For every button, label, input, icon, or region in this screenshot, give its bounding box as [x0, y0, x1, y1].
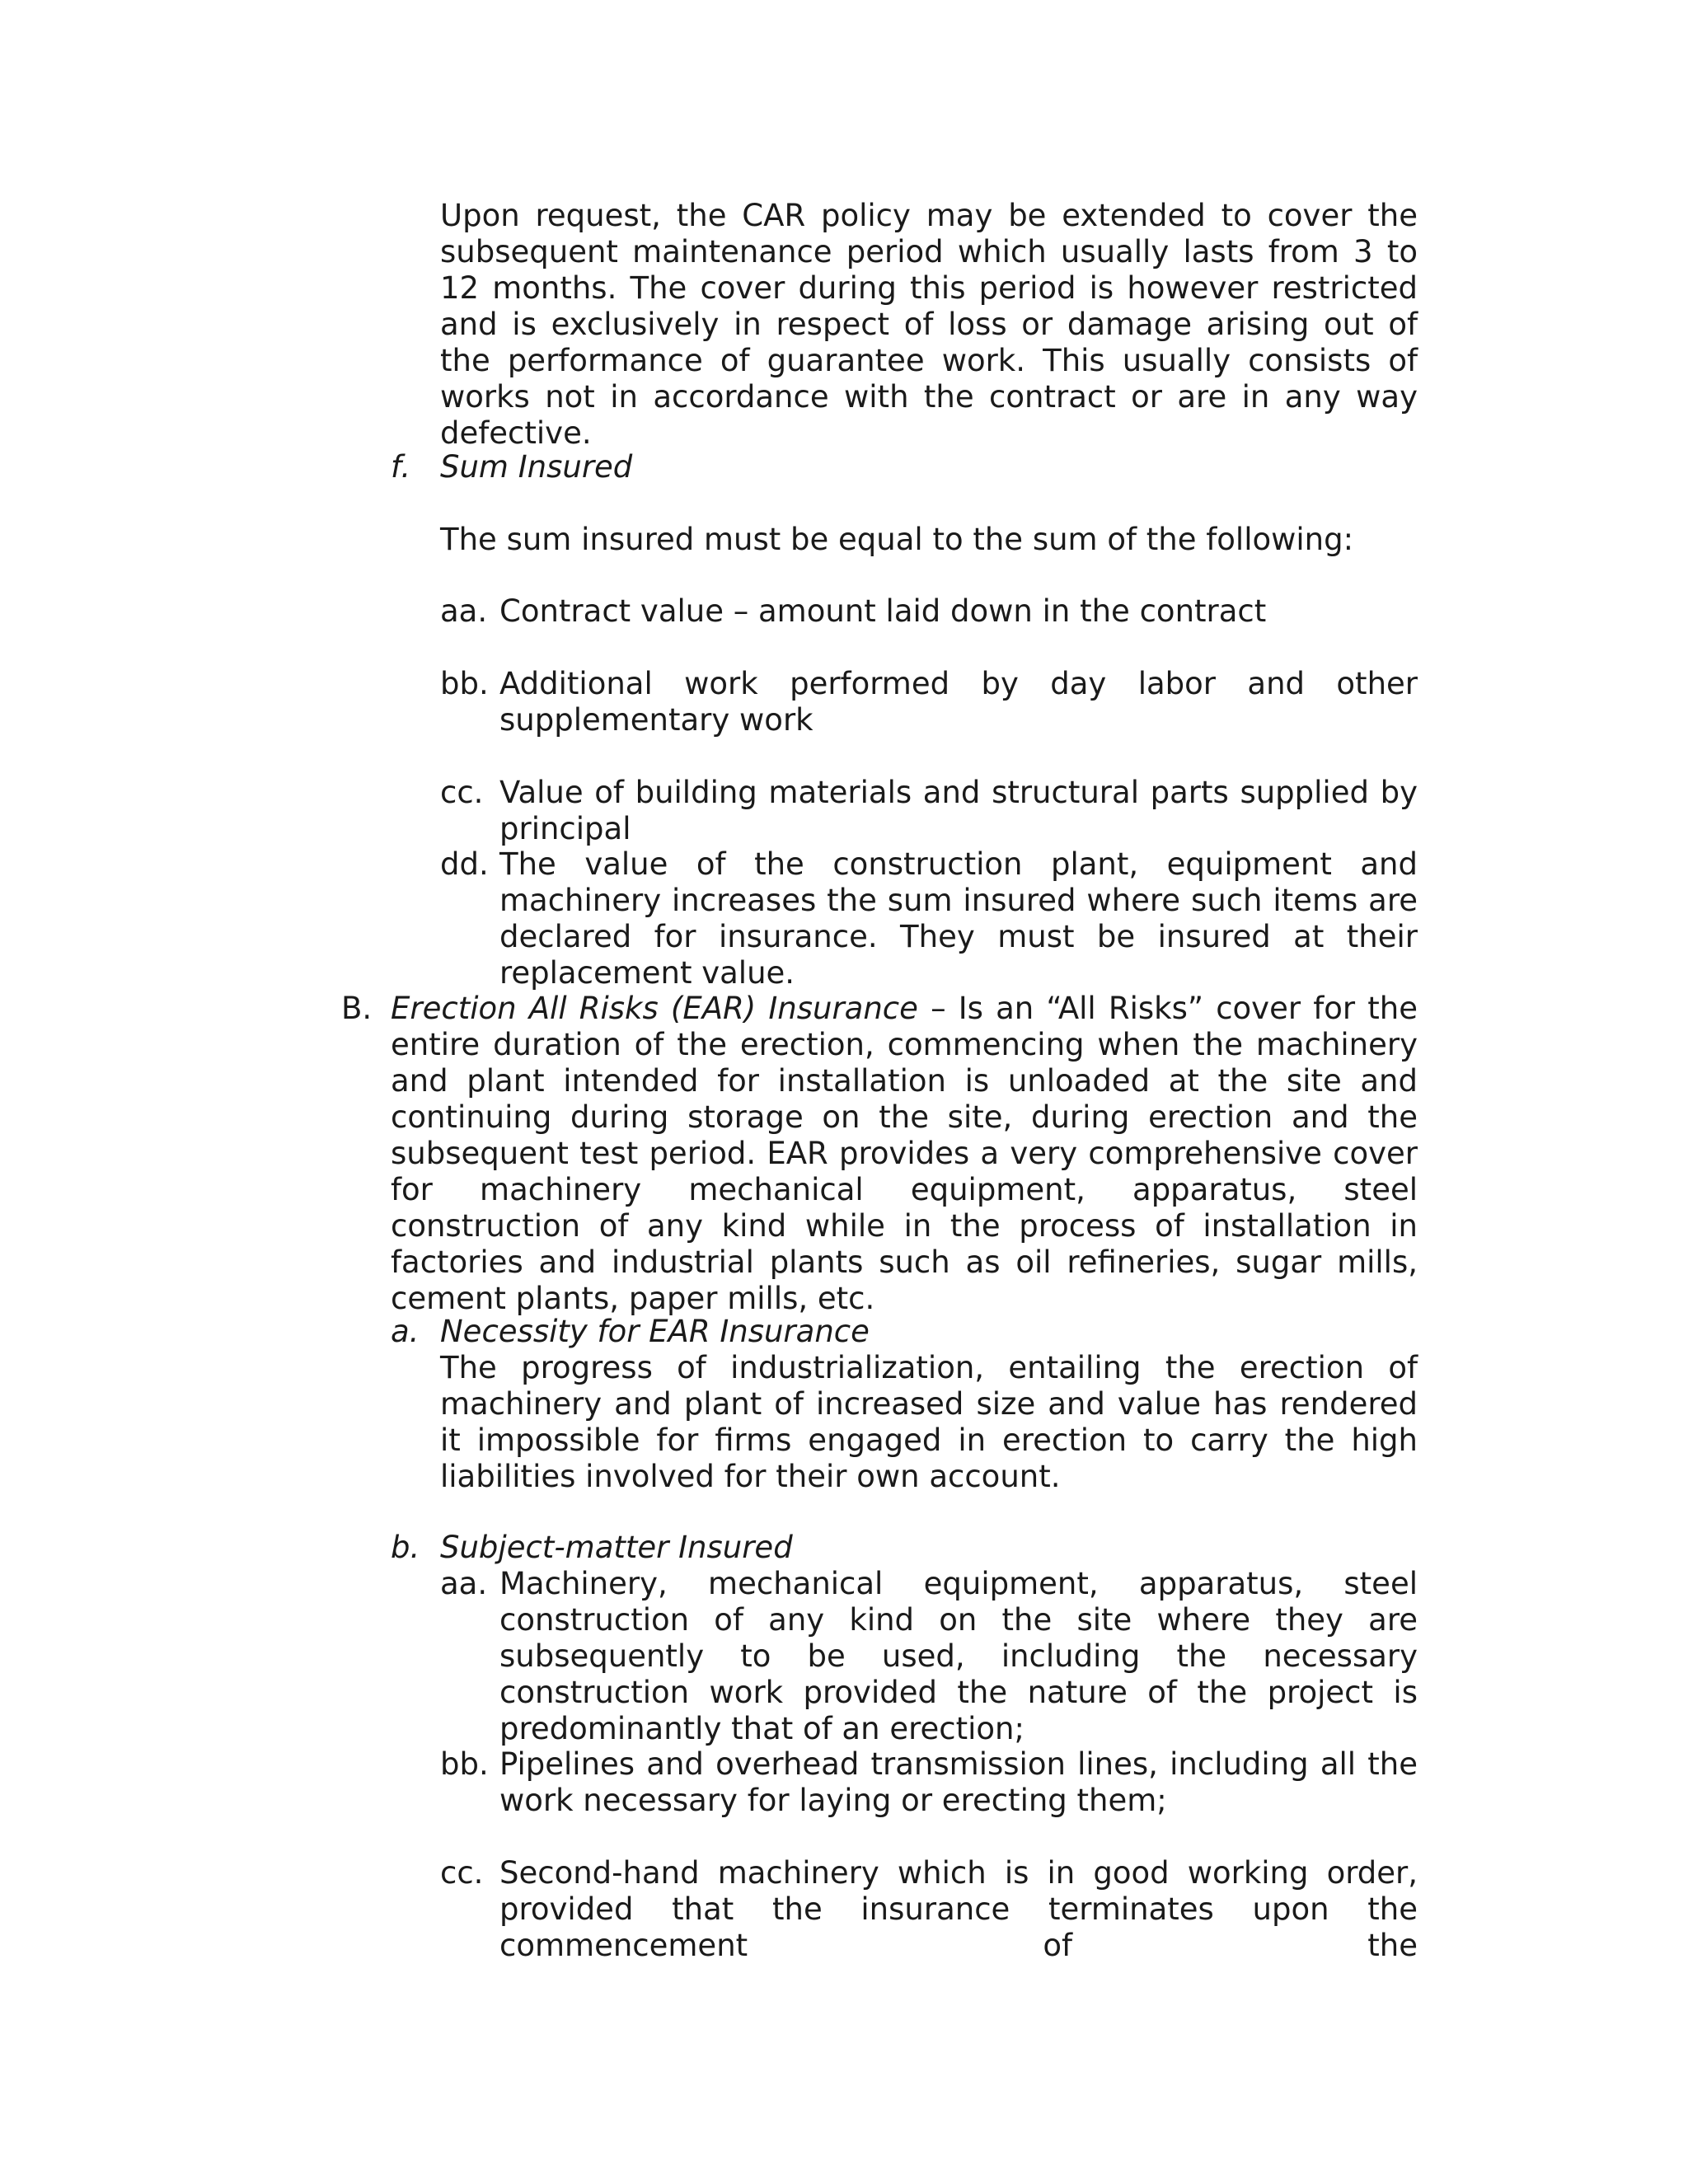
list-item-text: Machinery, mechanical equipment, apparatus, steel construction of any kind on the site where they are subsequently to be used, including the necessary construction work provided the nature of the project is predominantly that of an erection;: [499, 1566, 1418, 1746]
section-f-intro: The sum insured must be equal to the sum of the following:: [440, 522, 1354, 557]
list-item-label: bb.: [440, 666, 489, 701]
subsection-b-label: b.: [391, 1530, 420, 1565]
section-f-label: f.: [391, 449, 411, 485]
section-b-label: B.: [341, 991, 373, 1026]
list-item-text: The value of the construction plant, equipment and machinery increases the sum insured where such items are declared for insurance. They must be insured at their replacement value.: [499, 846, 1418, 991]
list-item-text: Additional work performed by day labor and other supplementary work: [499, 666, 1418, 738]
section-f-title: Sum Insured: [440, 449, 633, 485]
subsection-a-title: Necessity for EAR Insurance: [440, 1314, 870, 1349]
list-item-text: Contract value – amount laid down in the contract: [499, 593, 1267, 629]
list-item-text: Second-hand machinery which is in good working order, provided that the insurance terminates upon the commencement of the: [499, 1855, 1418, 1963]
subsection-a-body: The progress of industrialization, entailing the erection of machinery and plant of increased size and value has rendered it impossible for firms engaged in erection to carry the high liabilities involved for their own account.: [440, 1350, 1418, 1494]
section-b-paragraph: [391, 991, 1418, 1317]
section-b-text: – Is an “All Risks” cover for the entire duration of the erection, commencing when the machinery and plant intended for installation is unloaded at the site and continuing during storage on the site, during erection and the subsequent test period. EAR provides a very comprehensive cover for machinery mechanical equipment, apparatus, steel construction of any kind while in the process of installation in factories and industrial plants such as oil refineries, sugar mills, cement plants, paper mills, etc.: [391, 991, 1418, 1316]
subsection-b-title: Subject-matter Insured: [440, 1530, 793, 1565]
list-item-text: Value of building materials and structural parts supplied by principal: [499, 775, 1418, 846]
list-item-label: cc.: [440, 1855, 484, 1891]
list-item-label: aa.: [440, 1566, 488, 1601]
list-item-label: cc.: [440, 775, 484, 810]
list-item-text: Pipelines and overhead transmission lines, including all the work necessary for laying or erecting them;: [499, 1746, 1418, 1818]
list-item-label: bb.: [440, 1746, 489, 1782]
list-item-label: aa.: [440, 593, 488, 629]
section-b-title: Erection All Risks (EAR) Insurance: [391, 991, 918, 1026]
intro-paragraph: Upon request, the CAR policy may be extended to cover the subsequent maintenance period which usually lasts from 3 to 12 months. The cover during this period is however restricted and is exclusively in respect of loss or damage arising out of the performance of guarantee work. This usually consists of works not in accordance with the contract or are in any way defective.: [440, 198, 1418, 451]
list-item-label: dd.: [440, 846, 489, 882]
subsection-a-label: a.: [391, 1314, 420, 1349]
